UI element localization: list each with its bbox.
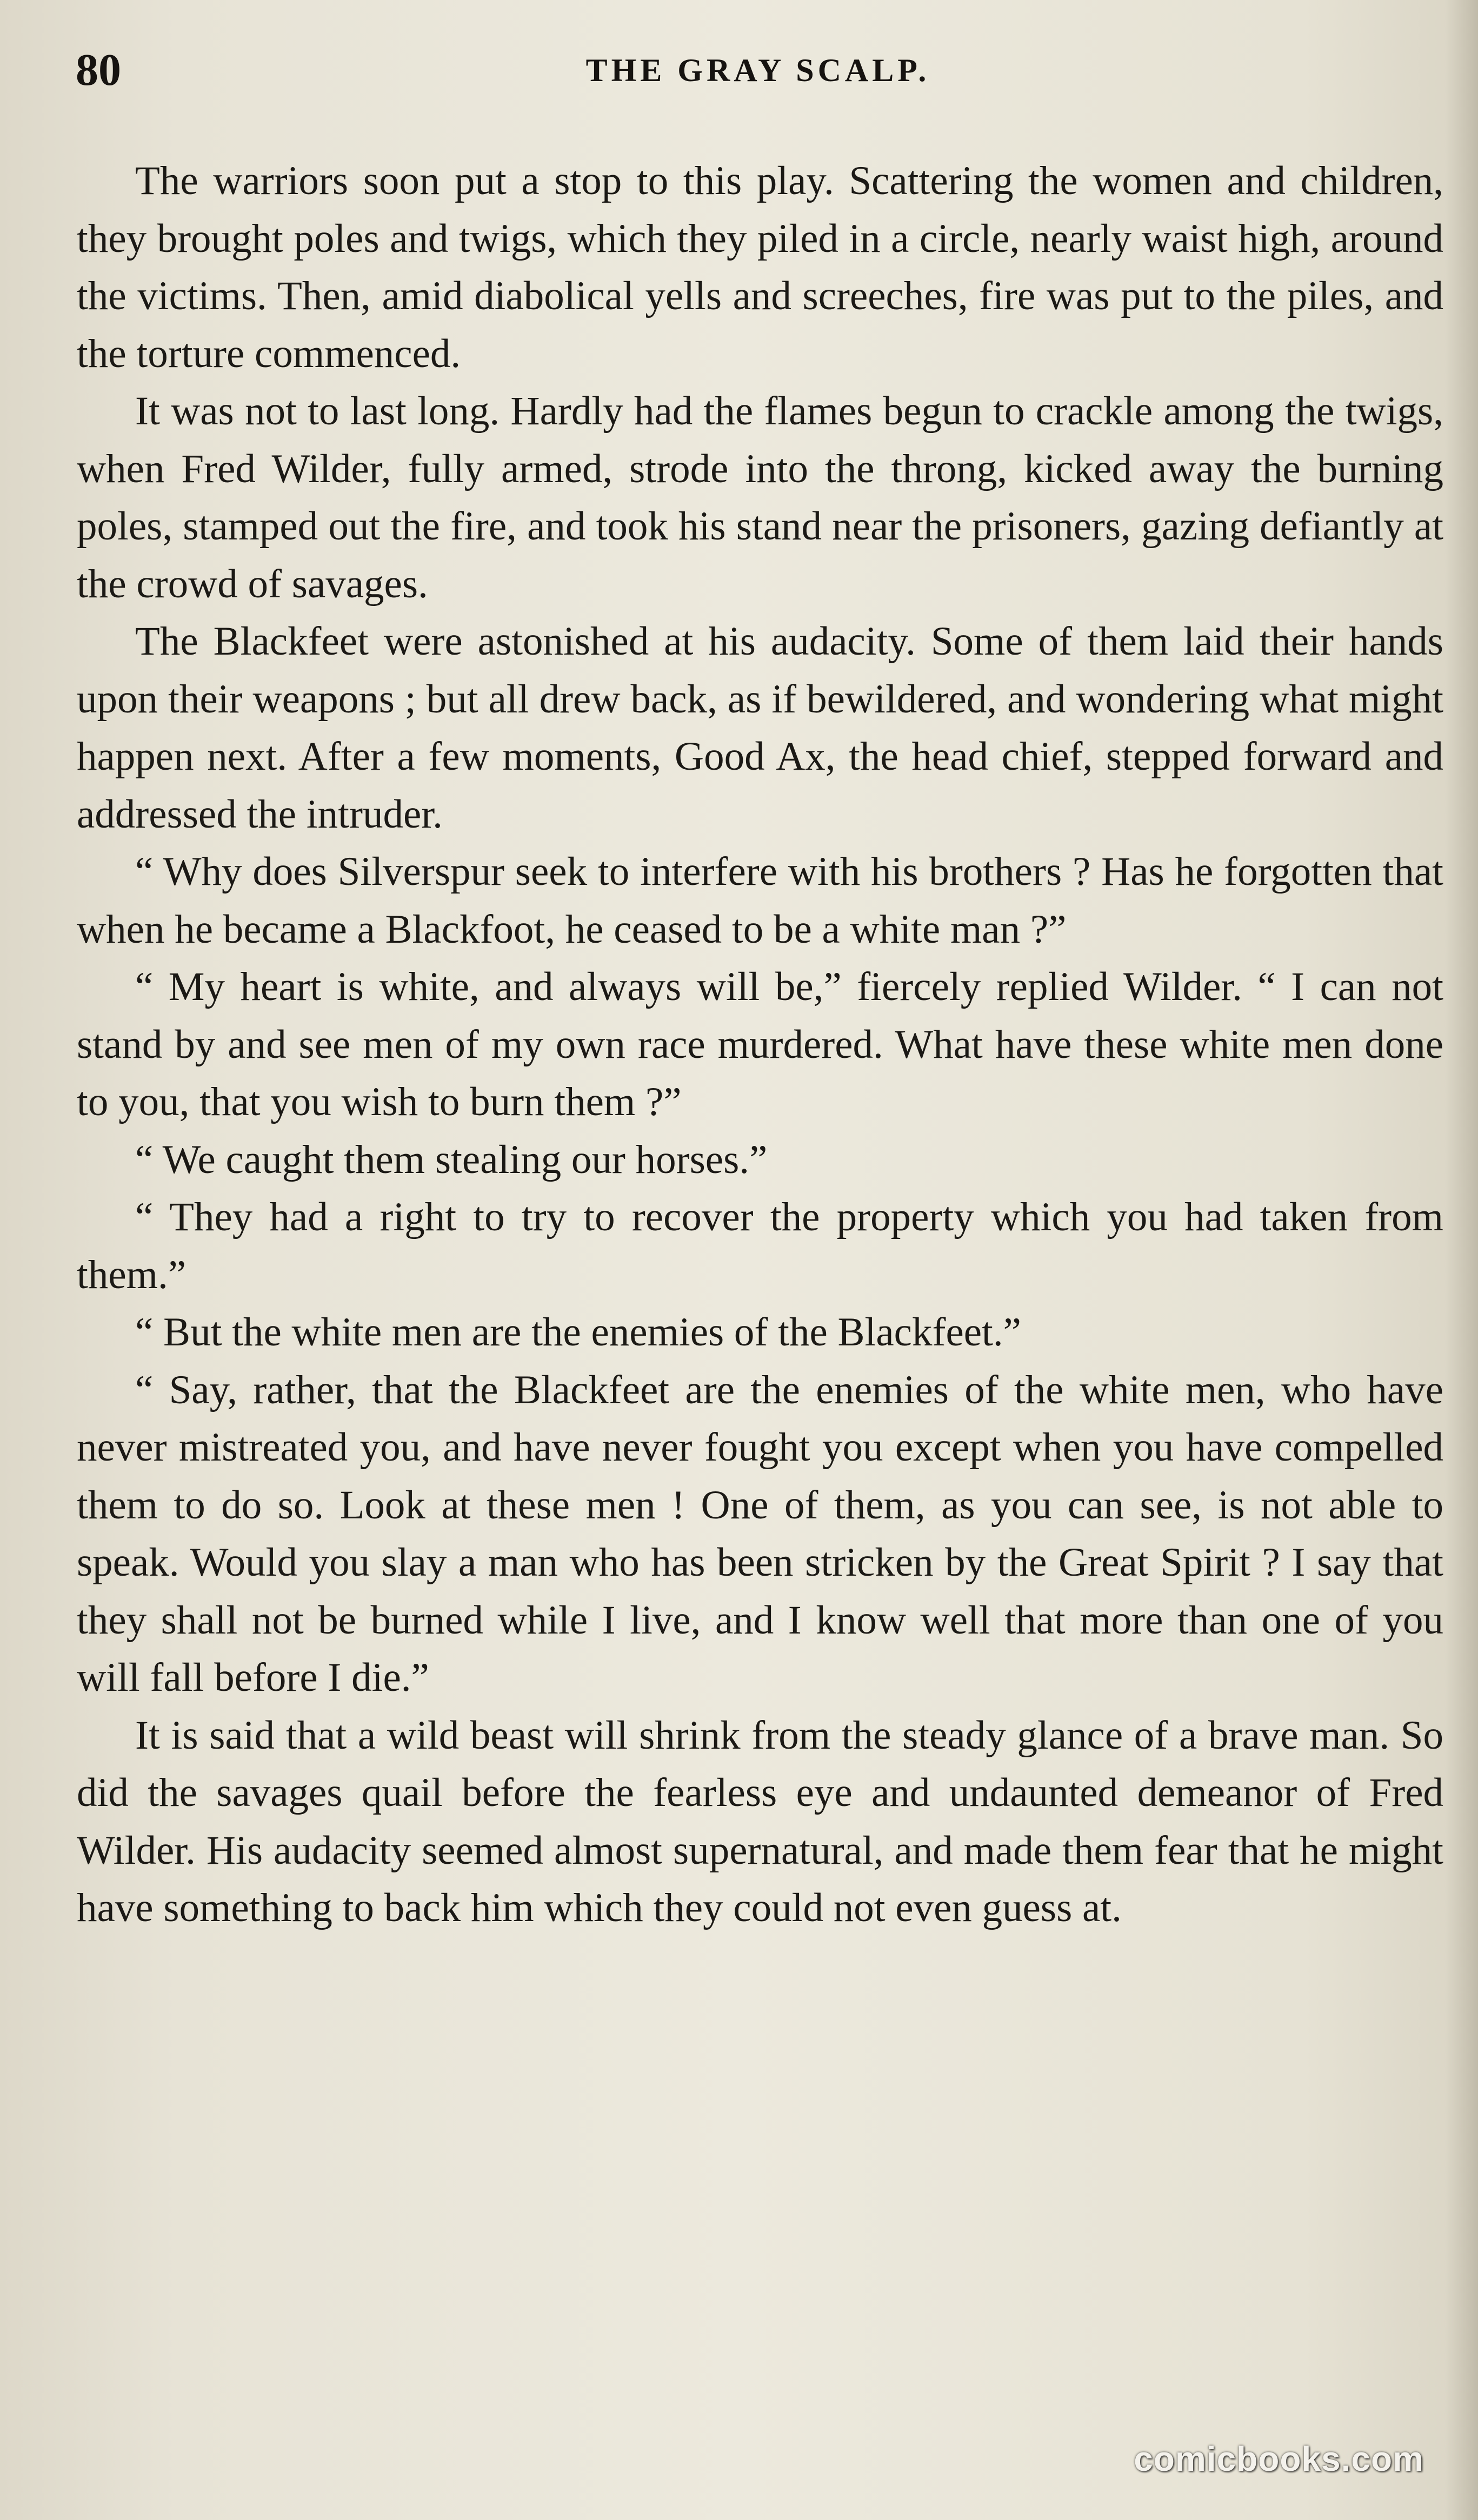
- paragraph: “ We caught them stealing our horses.”: [135, 1137, 768, 1182]
- running-head: THE GRAY SCALP.: [585, 52, 930, 88]
- body-text: [77, 152, 1443, 1937]
- paragraph: The Blackfeet were astonished at his audacity. Some of them laid their hands upon their weapons ; but all drew back, as if bewildered, and wondering what might happen next. After a few moments, Good Ax, the head chief, stepped forward and addressed the intruder.: [77, 619, 1443, 837]
- paragraph: It was not to last long. Hardly had the flames begun to crackle among the twigs, when Fred Wilder, fully armed, strode into the throng, kicked away the burning poles, stamped out the fire, and took his stand near the prisoners, gazing defiantly at the crowd of savages.: [77, 389, 1443, 606]
- paragraph: It is said that a wild beast will shrink from the steady glance of a brave man. So did the savages quail before the fearless eye and undaunted demeanor of Fred Wilder. His audacity seemed almost supernatural, and made them fear that he might have something to back him which they could not even guess at.: [77, 1712, 1443, 1930]
- paragraph: “ My heart is white, and always will be,” fiercely replied Wilder. “ I can not stand by and see men of my own race murdered. What have these white men done to you, that you wish to burn them ?”: [77, 964, 1443, 1124]
- paragraph: The warriors soon put a stop to this play. Scattering the women and children, they brought poles and twigs, which they piled in a circle, nearly waist high, around the victims. Then, amid diabolical yells and screeches, fire was put to the piles, and the torture commenced.: [77, 158, 1443, 376]
- paragraph: “ Why does Silverspur seek to interfere with his brothers ? Has he forgotten that when he became a Blackfoot, he ceased to be a white man ?”: [77, 849, 1443, 952]
- page-edge-shadow: [1446, 0, 1478, 2520]
- paragraph: “ But the white men are the enemies of the Blackfeet.”: [135, 1310, 1021, 1355]
- page-header: [76, 43, 1440, 97]
- watermark: comicbooks.com: [1134, 2439, 1424, 2478]
- paragraph: “ They had a right to try to recover the property which you had taken from them.”: [77, 1195, 1443, 1297]
- paragraph: “ Say, rather, that the Blackfeet are the enemies of the white men, who have never mistreated you, and have never fought you except when you have compelled them to do so. Look at these men ! One of them, as you can see, is not able to speak. Would you slay a man who has been stricken by the Great Spirit ? I say that they shall not be burned while I live, and I know well that more than one of you will fall before I die.”: [77, 1367, 1443, 1700]
- page-number: 80: [76, 45, 121, 95]
